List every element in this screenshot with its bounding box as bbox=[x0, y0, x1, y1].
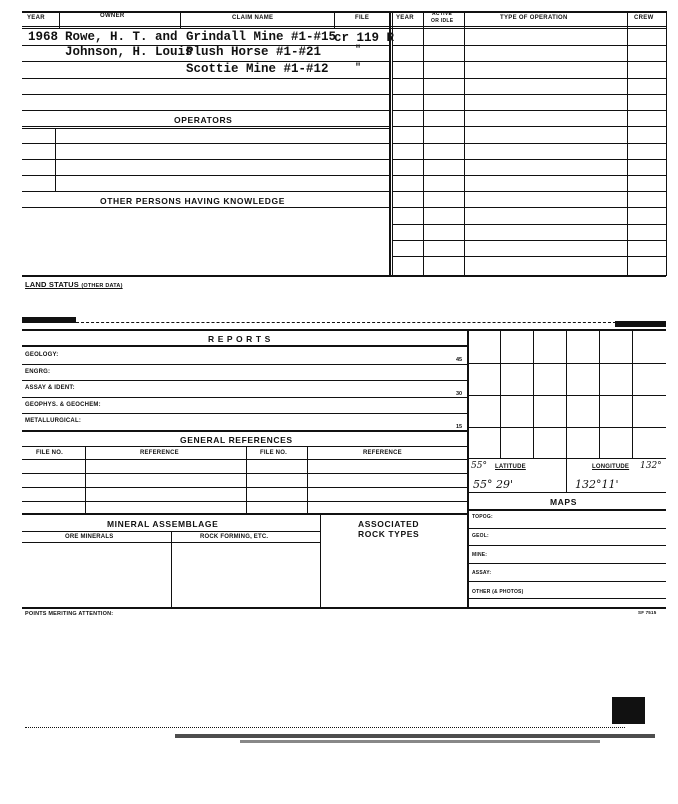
points-meriting-attention: POINTS MERITING ATTENTION: bbox=[25, 611, 114, 617]
header-active: ACTIVE bbox=[432, 11, 453, 17]
ref-file-no: FILE NO. bbox=[36, 450, 63, 456]
longitude-label: LONGITUDE bbox=[592, 464, 630, 470]
header-crew: CREW bbox=[634, 15, 654, 21]
ref-file-no: FILE NO. bbox=[260, 450, 287, 456]
divider bbox=[389, 11, 391, 276]
redaction-mark bbox=[615, 321, 666, 327]
longitude-value: 132°11' bbox=[575, 478, 619, 491]
ore-minerals-header: ORE MINERALS bbox=[65, 534, 114, 540]
header-file: FILE bbox=[355, 15, 370, 21]
land-status-heading: LAND STATUS (OTHER DATA) bbox=[25, 280, 123, 289]
reports-heading: R E P O R T S bbox=[208, 334, 271, 344]
report-assay: ASSAY & IDENT: bbox=[25, 385, 75, 391]
latitude-prefix: 55° bbox=[471, 461, 487, 471]
header-type-of-operation: TYPE OF OPERATION bbox=[500, 15, 568, 21]
entry-file: cr 119 R bbox=[334, 31, 395, 45]
header-year-2: YEAR bbox=[396, 15, 414, 21]
scan-smear bbox=[175, 734, 655, 738]
map-assay: ASSAY: bbox=[472, 570, 492, 576]
scan-smear bbox=[240, 740, 600, 743]
report-count-30: 30 bbox=[456, 391, 463, 397]
entry-file: " bbox=[355, 63, 362, 74]
map-other: OTHER (& PHOTOS) bbox=[472, 589, 524, 595]
other-persons-heading: OTHER PERSONS HAVING KNOWLEDGE bbox=[100, 196, 286, 206]
rock-types-heading: ROCK TYPES bbox=[358, 529, 420, 539]
entry-claim: Grindall Mine #1-#15 bbox=[186, 30, 337, 44]
redaction-mark bbox=[22, 317, 76, 323]
longitude-suffix: 132° bbox=[640, 461, 662, 471]
map-topog: TOPOG: bbox=[472, 514, 493, 520]
entry-claim: Scottie Mine #1-#12 bbox=[186, 62, 329, 76]
associated-heading: ASSOCIATED bbox=[358, 519, 420, 529]
scan-artifact bbox=[612, 697, 645, 724]
map-mine: MINE: bbox=[472, 552, 488, 558]
general-references-heading: GENERAL REFERENCES bbox=[180, 435, 293, 445]
entry-year: 1968 bbox=[28, 30, 59, 44]
header-owner: OWNER bbox=[100, 13, 125, 19]
ref-reference: REFERENCE bbox=[140, 450, 179, 456]
ref-reference: REFERENCE bbox=[363, 450, 402, 456]
map-geol: GEOL: bbox=[472, 533, 489, 539]
operators-heading: OPERATORS bbox=[174, 115, 233, 125]
form-code: SF 7515 bbox=[638, 610, 657, 615]
entry-owner: Rowe, H. T. and bbox=[65, 30, 178, 44]
report-engrg: ENGRG: bbox=[25, 369, 51, 375]
report-geophys: GEOPHYS. & GEOCHEM: bbox=[25, 402, 101, 408]
mineral-assemblage-heading: MINERAL ASSEMBLAGE bbox=[107, 519, 219, 529]
header-claim-name: CLAIM NAME bbox=[232, 15, 274, 21]
latitude-label: LATITUDE bbox=[495, 464, 526, 470]
latitude-value: 55° 29' bbox=[473, 478, 514, 491]
report-metallurgical: METALLURGICAL: bbox=[25, 418, 82, 424]
report-count-15: 15 bbox=[456, 424, 463, 430]
header-or-idle: OR IDLE bbox=[431, 18, 454, 24]
header-year: YEAR bbox=[27, 15, 45, 21]
report-count-45: 45 bbox=[456, 357, 463, 363]
entry-owner: Johnson, H. Louis bbox=[65, 45, 193, 59]
report-geology: GEOLOGY: bbox=[25, 352, 59, 358]
rock-forming-header: ROCK FORMING, ETC. bbox=[200, 534, 269, 540]
entry-file: " bbox=[355, 45, 362, 56]
entry-claim: Plush Horse #1-#21 bbox=[186, 45, 322, 59]
maps-heading: MAPS bbox=[550, 497, 577, 507]
